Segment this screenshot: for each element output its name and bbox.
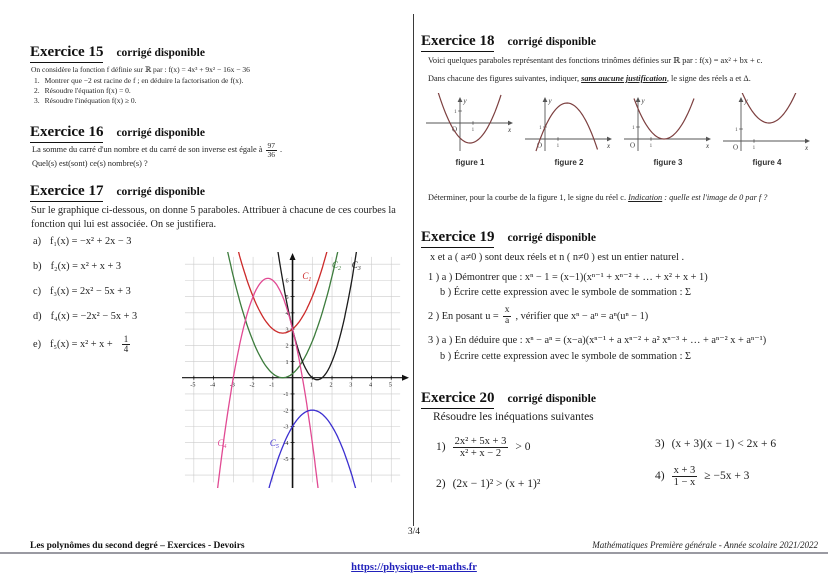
svg-text:y: y: [641, 97, 645, 105]
svg-text:1: 1: [632, 125, 635, 131]
fraction-denominator: x² + x − 2: [459, 448, 502, 460]
svg-text:x: x: [706, 142, 710, 150]
text: Dans chacune des figures suivantes, indiquer,: [428, 74, 582, 83]
exercise-15-heading: [30, 44, 205, 63]
svg-text:C3: $C_3$: [351, 260, 361, 273]
exercise-18-intro2: [428, 73, 820, 85]
exercise-18-badge: corrigé disponible: [507, 36, 596, 48]
figure-2: [523, 93, 615, 167]
exercise-16-heading: [30, 124, 205, 143]
item-number: 1): [436, 440, 446, 453]
footer-course-info: Mathématiques Première générale - Année scolaire 2021/2022: [592, 540, 818, 550]
item-rhs: ≥ −5x + 3: [704, 469, 750, 482]
exercise-18-outro: [428, 192, 820, 204]
svg-text:1: 1: [556, 143, 560, 149]
parabola-figure-2: [523, 93, 615, 155]
exercise-20-intro: Résoudre les inéquations suivantes: [433, 411, 594, 423]
figure-caption: figure 2: [554, 158, 584, 167]
svg-text:2: 2: [285, 342, 289, 350]
fraction-denominator: a: [505, 315, 510, 326]
exercise-17-intro: Sur le graphique ci-dessous, on donne 5 paraboles. Attribuer à chacune de ces courbes la fonction qui lui est associée. On se justifiera.: [31, 205, 396, 230]
svg-text:1: 1: [471, 127, 475, 133]
item-number: 1.: [34, 76, 40, 85]
text: .: [280, 145, 283, 155]
svg-text:-1: -1: [283, 391, 289, 399]
exercise-18-figures: [424, 93, 813, 167]
svg-text:O: O: [733, 143, 739, 152]
figure-1: [424, 93, 516, 167]
footer-rule: [0, 552, 828, 554]
exercise-15-title: Exercice 15: [30, 44, 103, 63]
inequality-3: [655, 437, 776, 453]
exercise-17-function-list: [33, 235, 137, 354]
fraction: [266, 142, 278, 159]
svg-text:3: 3: [349, 381, 353, 389]
list-item: [34, 96, 404, 106]
svg-text:1: 1: [285, 358, 289, 366]
figure-caption: figure 3: [653, 158, 683, 167]
exercise-16-line2: Quel(s) est(sont) ce(s) nombre(s) ?: [32, 159, 148, 168]
exercise-19-line-1b: b ) Écrire cette expression avec le symbole de sommation : Σ: [440, 287, 692, 298]
svg-text:1: 1: [649, 143, 653, 149]
svg-text:C5: $C_5$: [269, 437, 279, 450]
svg-text:-2: -2: [249, 381, 255, 389]
exercise-20-heading: [421, 390, 596, 409]
text: , le signe des réels a et Δ.: [666, 74, 751, 83]
text: , vérifier que xⁿ − aⁿ = aⁿ(uⁿ − 1): [515, 310, 649, 322]
svg-text:5: 5: [388, 381, 392, 389]
exercise-17-heading: [30, 183, 205, 202]
emphasized-text: sans aucune justification: [581, 74, 667, 83]
exercise-15-list: [34, 76, 404, 105]
parabola-figure-4: [721, 93, 813, 155]
svg-text:4: 4: [285, 310, 289, 318]
inequality-4: [655, 465, 749, 488]
exercise-18-heading: [421, 33, 596, 52]
svg-text:5: 5: [285, 293, 289, 301]
svg-text:x: x: [805, 144, 809, 152]
list-item: [34, 76, 404, 86]
indication-label: Indication: [628, 193, 663, 202]
svg-text:1: 1: [539, 125, 542, 131]
svg-text:C2: $C_2$: [332, 260, 342, 273]
item-formula: (x + 3)(x − 1) < 2x + 6: [671, 438, 777, 450]
svg-text:y: y: [548, 97, 552, 105]
item-key: e): [33, 338, 41, 350]
exercise-18-title: Exercice 18: [421, 33, 494, 52]
exercise-19-heading: [421, 229, 596, 248]
item-number: 3): [655, 438, 665, 450]
item-key: c): [33, 285, 41, 297]
svg-text:C4: $C_4$: [217, 437, 227, 450]
function-item: [33, 235, 137, 249]
item-number: 4): [655, 469, 665, 482]
item-key: a): [33, 236, 41, 247]
item-number: 3.: [34, 95, 40, 105]
text: 2 ) En posant u =: [428, 310, 499, 322]
item-formula: f₄(x) = −2x² − 5x + 3: [50, 310, 138, 322]
exercise-16-badge: corrigé disponible: [116, 127, 205, 139]
fraction: [453, 436, 509, 459]
fraction: [503, 306, 512, 327]
column-divider: [413, 14, 414, 526]
fraction-denominator: 4: [123, 344, 129, 354]
svg-text:-3: -3: [283, 423, 289, 431]
figure-caption: figure 4: [752, 158, 782, 167]
function-item: [33, 260, 137, 274]
page-number: 3/4: [407, 527, 421, 537]
inequality-2: [436, 477, 540, 493]
svg-text:1: 1: [454, 109, 457, 115]
figure-caption: figure 1: [455, 158, 485, 167]
item-formula: (2x − 1)² > (x + 1)²: [452, 478, 541, 490]
exercise-20-title: Exercice 20: [421, 390, 494, 409]
ex17-graph: [182, 252, 410, 488]
fraction-numerator: 97: [267, 141, 275, 150]
footer-document-title: Les polynômes du second degré – Exercices - Devoirs: [30, 541, 245, 551]
exercise-17-title: Exercice 17: [30, 183, 103, 202]
item-text: Montrer que −2 est racine de f ; en déduire la factorisation de f(x).: [44, 76, 244, 85]
item-formula: f₁(x) = −x² + 2x − 3: [50, 236, 132, 247]
text: : quelle est l'image de 0 par f ?: [662, 193, 768, 202]
parabola-figure-3: [622, 93, 714, 155]
exercise-16-title: Exercice 16: [30, 124, 103, 143]
fraction-denominator: 1 − x: [673, 477, 696, 489]
item-number: 2.: [34, 85, 40, 95]
item-number: 2): [436, 478, 446, 490]
fraction-numerator: x: [504, 305, 510, 315]
exercise-19-line-3a: 3 ) a ) En déduire que : xⁿ − aⁿ = (x−a)(xⁿ⁻¹ + a xⁿ⁻² + a² xⁿ⁻³ + … + aⁿ⁻² x + aⁿ⁻¹): [428, 335, 767, 346]
fraction: [122, 335, 131, 355]
website-link[interactable]: https://physique-et-maths.fr: [351, 562, 477, 573]
svg-text:2: 2: [329, 381, 333, 389]
fraction-denominator: 36: [267, 149, 275, 159]
svg-text:-5: -5: [283, 456, 289, 464]
figure-3: [622, 93, 714, 167]
svg-text:1: 1: [735, 127, 738, 133]
parabola-figure-1: [424, 93, 516, 155]
svg-text:-1: -1: [269, 381, 275, 389]
exercise-19-line-1a: 1 ) a ) Démontrer que : xⁿ − 1 = (x−1)(xⁿ⁻¹ + xⁿ⁻² + … + x² + x + 1): [428, 272, 708, 283]
exercise-16-line1: [32, 142, 404, 159]
svg-text:-2: -2: [283, 407, 289, 415]
list-item: [34, 86, 404, 96]
exercise-18-intro1: Voici quelques paraboles représentant des fonctions trinômes définies sur ℝ par : f(x) = ax² + bx + c.: [428, 56, 763, 65]
function-item: [33, 285, 137, 299]
svg-text:6: 6: [285, 277, 289, 285]
svg-text:y: y: [463, 97, 467, 105]
exercise-17-badge: corrigé disponible: [116, 186, 205, 198]
svg-text:1: 1: [309, 381, 313, 389]
figure-4: [721, 93, 813, 167]
svg-text:-4: -4: [283, 439, 289, 447]
svg-text:x: x: [607, 142, 611, 150]
fraction-numerator: x + 3: [673, 465, 696, 476]
item-formula: f₂(x) = x² + x + 3: [50, 260, 122, 272]
footer-link-wrap: [0, 557, 828, 575]
svg-text:-5: -5: [190, 381, 196, 389]
svg-text:y: y: [744, 97, 748, 105]
svg-text:4: 4: [368, 381, 373, 389]
text: La somme du carré d'un nombre et du carré de son inverse est égale à: [32, 145, 263, 155]
exercise-19-title: Exercice 19: [421, 229, 494, 248]
item-text: Résoudre l'inéquation f(x) ≥ 0.: [44, 95, 137, 105]
item-formula: f₅(x) = x² + x +: [50, 338, 113, 350]
svg-text:-4: -4: [210, 381, 216, 389]
svg-text:O: O: [630, 141, 636, 150]
exercise-19-line-2: [428, 306, 648, 327]
exercise-19-line-3b: b ) Écrire cette expression avec le symbole de sommation : Σ: [440, 351, 692, 362]
svg-text:3: 3: [285, 326, 289, 334]
item-text: Résoudre l'équation f(x) = 0.: [44, 85, 131, 95]
inequality-1: [436, 436, 530, 459]
svg-text:-3: -3: [229, 381, 235, 389]
exercise-15-intro: On considère la fonction f définie sur ℝ par : f(x) = 4x³ + 9x² − 16x − 36: [31, 65, 250, 74]
svg-text:C1: $C_1$: [302, 270, 312, 283]
exercise-19-intro: x et a ( a≠0 ) sont deux réels et n ( n≠0 ) est un entier naturel .: [430, 252, 685, 263]
exercise-15-badge: corrigé disponible: [116, 47, 205, 59]
fraction: [672, 465, 698, 488]
function-item: [33, 310, 137, 324]
svg-text:1: 1: [752, 145, 756, 151]
footer-row: [30, 540, 818, 551]
exercise-20-badge: corrigé disponible: [507, 393, 596, 405]
item-rhs: > 0: [515, 440, 531, 453]
fraction-numerator: 1: [123, 333, 129, 344]
svg-text:O: O: [537, 141, 543, 150]
item-key: d): [33, 310, 42, 322]
svg-text:O: O: [452, 125, 458, 134]
exercise-19-badge: corrigé disponible: [507, 232, 596, 244]
svg-text:x: x: [508, 126, 512, 134]
item-formula: f₃(x) = 2x² − 5x + 3: [50, 285, 131, 297]
function-item: [33, 335, 137, 355]
text: Déterminer, pour la courbe de la figure 1, le signe du réel c.: [428, 193, 629, 202]
fraction-numerator: 2x² + 5x + 3: [454, 436, 507, 447]
item-key: b): [33, 260, 42, 272]
